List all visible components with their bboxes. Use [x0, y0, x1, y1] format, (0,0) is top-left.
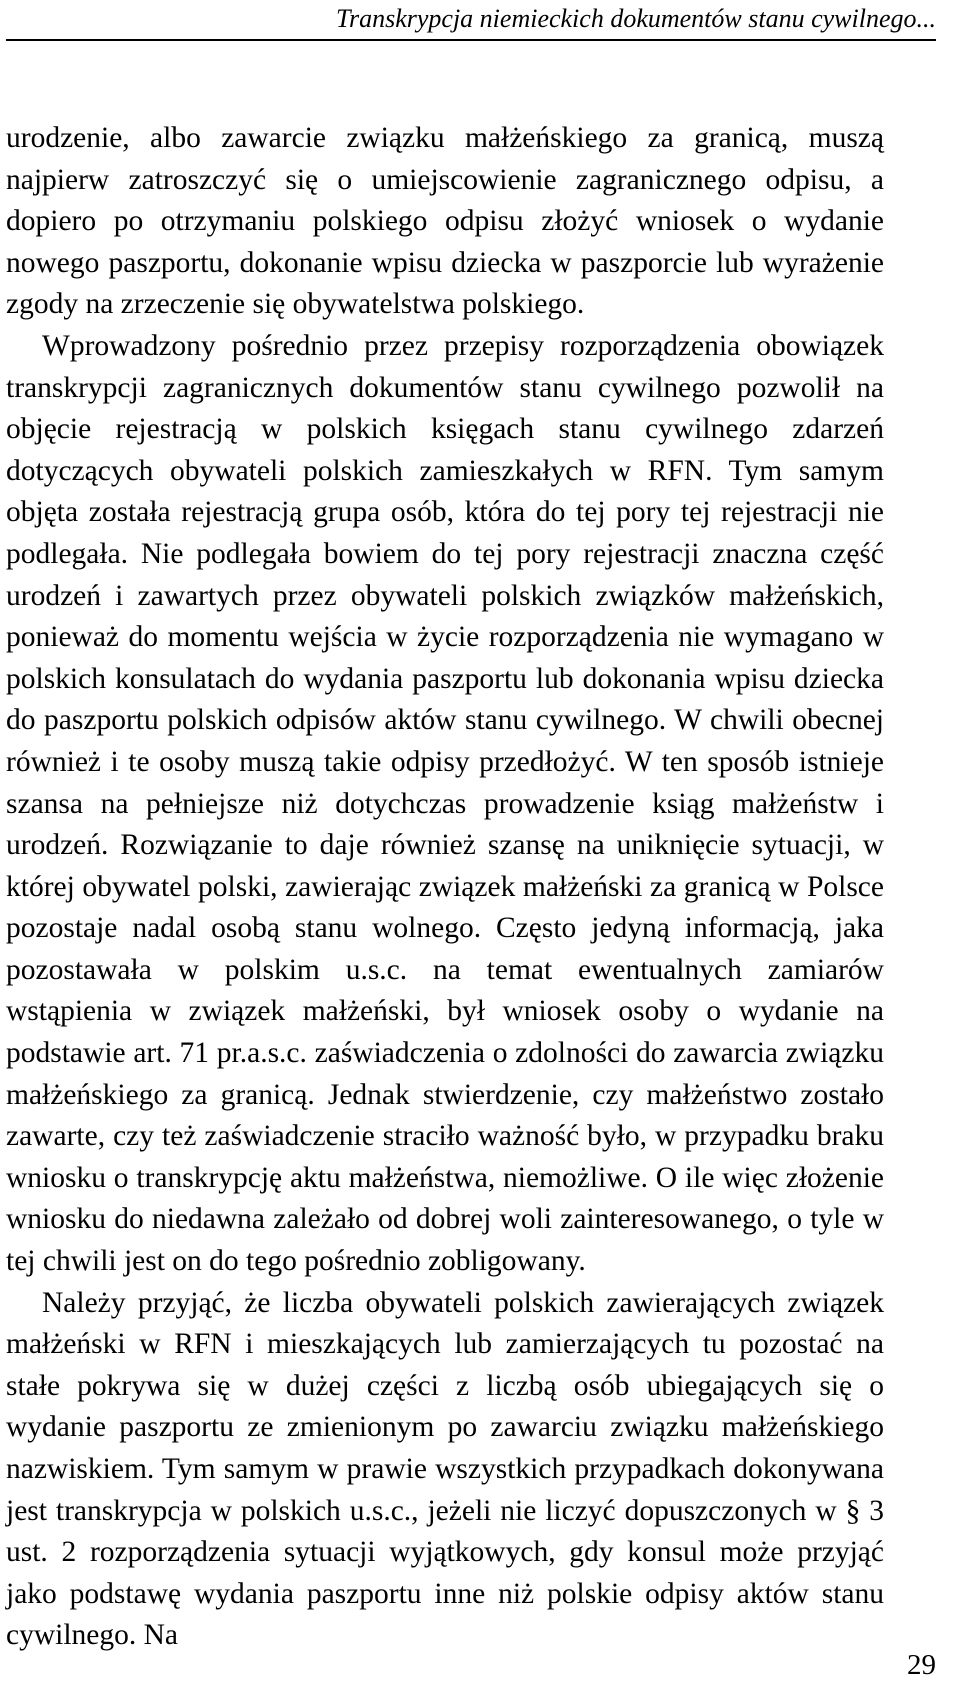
paragraph-1: urodzenie, albo zawarcie związku małżeńskiego za granicą, muszą najpierw zatroszczyć się o umiejscowienie zagranicznego odpisu, a dopiero po otrzymaniu polskiego odpisu złożyć wniosek o wydanie nowego paszportu, dokonanie wpisu dziecka w paszporcie lub wyrażenie zgody na zrzeczenie się obywatelstwa polskiego. — [6, 122, 884, 321]
body-text — [6, 118, 884, 1657]
running-header: Transkrypcja niemieckich dokumentów stanu cywilnego... — [335, 4, 936, 33]
page-number: 29 — [907, 1649, 936, 1681]
header-rule — [6, 39, 936, 41]
paragraph-3: Należy przyjąć, że liczba obywateli polskich zawierających związek małżeński w RFN i mieszkających lub zamierzających tu pozostać na stałe pokrywa się w dużej części z liczbą osób ubiegających się o wydanie paszportu ze zmienionym po zawarciu związku małżeńskiego nazwiskiem. Tym samym w prawie wszystkich przypadkach dokonywana jest transkrypcja w polskich u.s.c., jeżeli nie liczyć dopuszczonych w § 3 ust. 2 rozporządzenia sytuacji wyjątkowych, gdy konsul może przyjąć jako podstawę wydania paszportu inne niż polskie odpisy aktów stanu cywilnego. Na — [6, 1286, 884, 1652]
paragraph-2: Wprowadzony pośrednio przez przepisy rozporządzenia obowiązek transkrypcji zagranicznych dokumentów stanu cywilnego pozwolił na objęcie rejestracją w polskich księgach stanu cywilnego zdarzeń dotyczących obywateli polskich zamieszkałych w RFN. Tym samym objęta została rejestracją grupa osób, która do tej pory tej rejestracji nie podlegała. Nie podlegała bowiem do tej pory rejestracji znaczna część urodzeń i zawartych przez obywateli polskich związków małżeńskich, ponieważ do momentu wejścia w życie rozporządzenia nie wymagano w polskich konsulatach do wydania paszportu lub dokonania wpisu dziecka do paszportu polskich odpisów aktów stanu cywilnego. W chwili obecnej również i te osoby muszą takie odpisy przedłożyć. W ten sposób istnieje szansa na pełniejsze niż dotychczas prowadzenie ksiąg małżeństw i urodzeń. Rozwiązanie to daje również szansę na uniknięcie sytuacji, w której obywatel polski, zawierając związek małżeński za granicą w Polsce pozostaje nadal osobą stanu wolnego. Często jedyną informacją, jaka pozostawała w polskim u.s.c. na temat ewentualnych zamiarów wstąpienia w związek małżeński, był wniosek osoby o wydanie na podstawie art. 71 pr.a.s.c. zaświadczenia o zdolności do zawarcia związku małżeńskiego za granicą. Jednak stwierdzenie, czy małżeństwo zostało zawarte, czy też zaświadczenie straciło ważność było, w przypadku braku wniosku o transkrypcję aktu małżeństwa, niemożliwe. O ile więc złożenie wniosku do niedawna zależało od dobrej woli zainteresowanego, o tyle w tej chwili jest on do tego pośrednio zobligowany. — [6, 329, 884, 1278]
